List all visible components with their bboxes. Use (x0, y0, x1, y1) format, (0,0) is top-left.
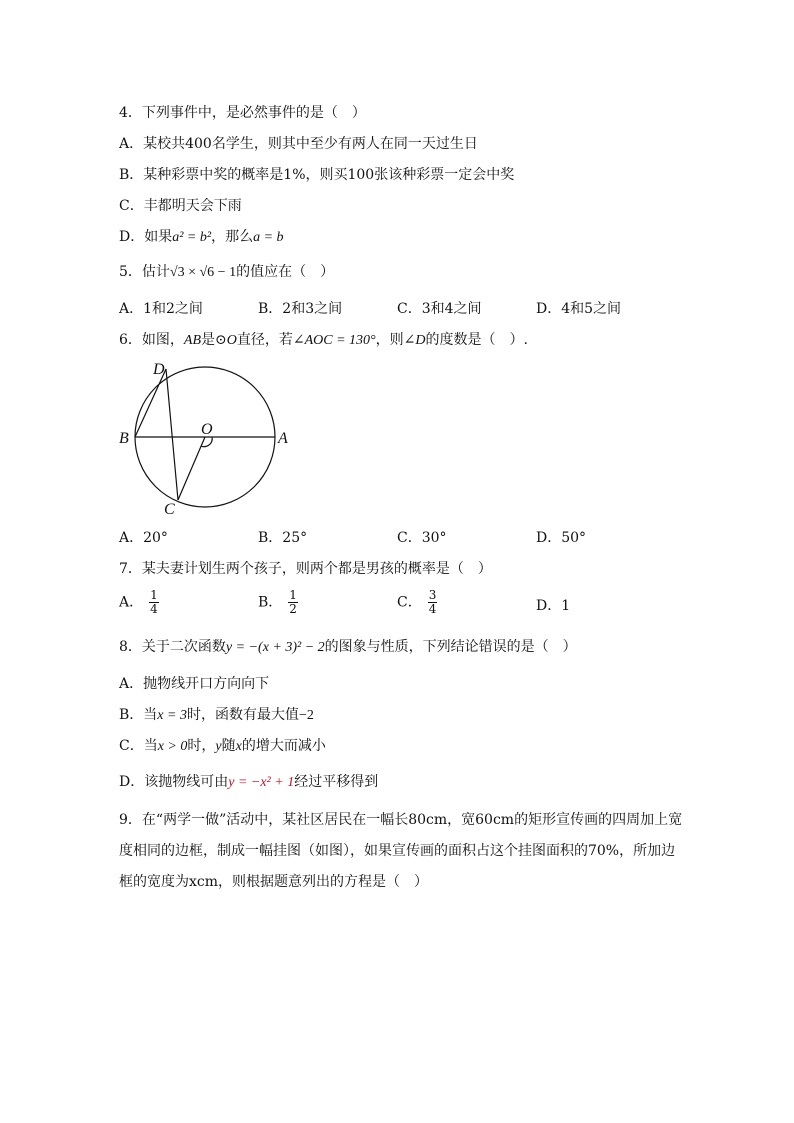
q8-stem (119, 637, 577, 658)
q4-option-d (119, 227, 284, 248)
q6-label-d: D (153, 361, 165, 378)
q8-option-c (119, 736, 326, 757)
q6-stem-mid2: 直径，若 (236, 332, 293, 348)
denominator: 4 (150, 602, 158, 616)
q8-option-c-x: x (235, 739, 242, 754)
q6-label-b: B (119, 430, 129, 447)
q8-option-c-mid: 时， (187, 738, 216, 754)
q8-option-d-prefix: D．该抛物线可由 (119, 774, 229, 790)
numerator: 3 (428, 588, 437, 602)
q5-stem-prefix: 5．估计 (119, 264, 170, 280)
q8-function: y = −(x + 3)² − 2 (225, 640, 325, 655)
numerator: 1 (150, 588, 158, 602)
denominator: 4 (428, 602, 437, 616)
q7-option-a-fraction (149, 589, 159, 616)
q8-stem-suffix: 的图象与性质，下列结论错误的是（ ） (324, 639, 577, 655)
q4-option-d-equation-2: a = b (253, 230, 284, 245)
q7-option-d: D．1 (536, 598, 571, 614)
q7-option-a-label: A． (119, 594, 144, 611)
q6-label-c: C (164, 501, 175, 518)
q9-line-2: 度相同的边框，制成一幅挂图（如图），如果宣传画的面积占这个挂图面积的70%，所加边 (119, 843, 676, 859)
q6-label-o: O (201, 421, 213, 438)
q4-option-a: A．某校共400名学生，则其中至少有两人在同一天过生日 (119, 136, 478, 152)
q7-option-b-label: B． (258, 594, 283, 611)
q7-option-a (119, 589, 159, 616)
q6-option-c: C．30° (397, 530, 447, 546)
q4-stem: 4．下列事件中，是必然事件的是（ ） (119, 105, 366, 121)
q6-angle-d: ∠D (403, 333, 426, 348)
q5-stem (119, 262, 334, 283)
q4-option-d-prefix: D．如果 (119, 229, 173, 245)
q6-label-a: A (278, 430, 288, 447)
q8-option-c-prefix: C．当 (119, 738, 158, 754)
q7-option-c-label: C． (397, 594, 422, 611)
q6-circle-figure (112, 358, 302, 518)
q6-chord-dc (166, 369, 178, 500)
q8-option-a: A．抛物线开口方向向下 (119, 676, 270, 692)
q6-chord-bd (135, 369, 166, 437)
numerator: 1 (289, 588, 297, 602)
q6-option-a: A．20° (119, 530, 168, 546)
q8-option-d-suffix: 经过平移得到 (294, 774, 379, 790)
q6-option-b: B．25° (258, 530, 308, 546)
q6-option-d: D．50° (536, 530, 587, 546)
q8-option-c-condition: x > 0 (157, 739, 188, 754)
denominator: 2 (289, 602, 297, 616)
q8-option-b-value: −2 (298, 708, 314, 723)
q8-option-c-y: y (215, 739, 222, 754)
q6-stem-mid3: ，则 (375, 332, 404, 348)
q5-option-b: B．2和3之间 (258, 301, 343, 317)
q7-option-c-fraction (428, 589, 438, 616)
q7-option-c (397, 589, 437, 616)
q6-segment-ab: AB (183, 333, 202, 348)
q4-option-c: C．丰都明天会下雨 (119, 198, 242, 214)
q4-option-d-mid: ，那么 (211, 229, 254, 245)
q6-stem-mid1: 是 (201, 332, 216, 348)
q6-stem-prefix: 6．如图， (119, 332, 184, 348)
q9-line-3: 框的宽度为xcm，则根据题意列出的方程是（ ） (119, 874, 429, 890)
q8-stem-prefix: 8．关于二次函数 (119, 639, 226, 655)
q7-option-b (258, 589, 298, 616)
q8-option-c-mid2: 随 (221, 738, 236, 754)
q4-option-b: B．某种彩票中奖的概率是1%，则买100张该种彩票一定会中奖 (119, 167, 515, 183)
q9-line-1: 9．在“两学一做”活动中，某社区居民在一幅长80cm，宽60cm的矩形宣传画的四周加上宽 (119, 812, 683, 828)
q8-option-d (119, 772, 378, 793)
q6-angle-aoc: ∠AOC = 130° (292, 333, 376, 348)
q6-stem-suffix: 的度数是（ ）. (425, 332, 528, 348)
q8-option-b-condition: x = 3 (157, 708, 187, 723)
q8-option-b (119, 705, 314, 726)
q8-option-b-prefix: B．当 (119, 707, 158, 723)
q7-stem: 7．某夫妻计划生两个孩子，则两个都是男孩的概率是（ ） (119, 561, 492, 577)
q7-option-b-fraction (288, 589, 298, 616)
q5-option-d: D．4和5之间 (536, 301, 622, 317)
q6-circle-o: ⊙O (215, 333, 237, 348)
q5-expression: √3 × √6 − 1 (169, 265, 237, 280)
q5-stem-suffix: 的值应在（ ） (236, 264, 335, 280)
q6-stem (119, 330, 528, 351)
q8-option-b-suffix: 时，函数有最大值 (186, 707, 299, 723)
q5-option-a: A．1和2之间 (119, 301, 203, 317)
q8-option-c-suffix: 的增大而减小 (241, 738, 326, 754)
q4-option-d-equation-1: a² = b² (172, 230, 212, 245)
q8-option-d-function: y = −x² + 1 (228, 775, 295, 790)
q5-option-c: C．3和4之间 (397, 301, 482, 317)
